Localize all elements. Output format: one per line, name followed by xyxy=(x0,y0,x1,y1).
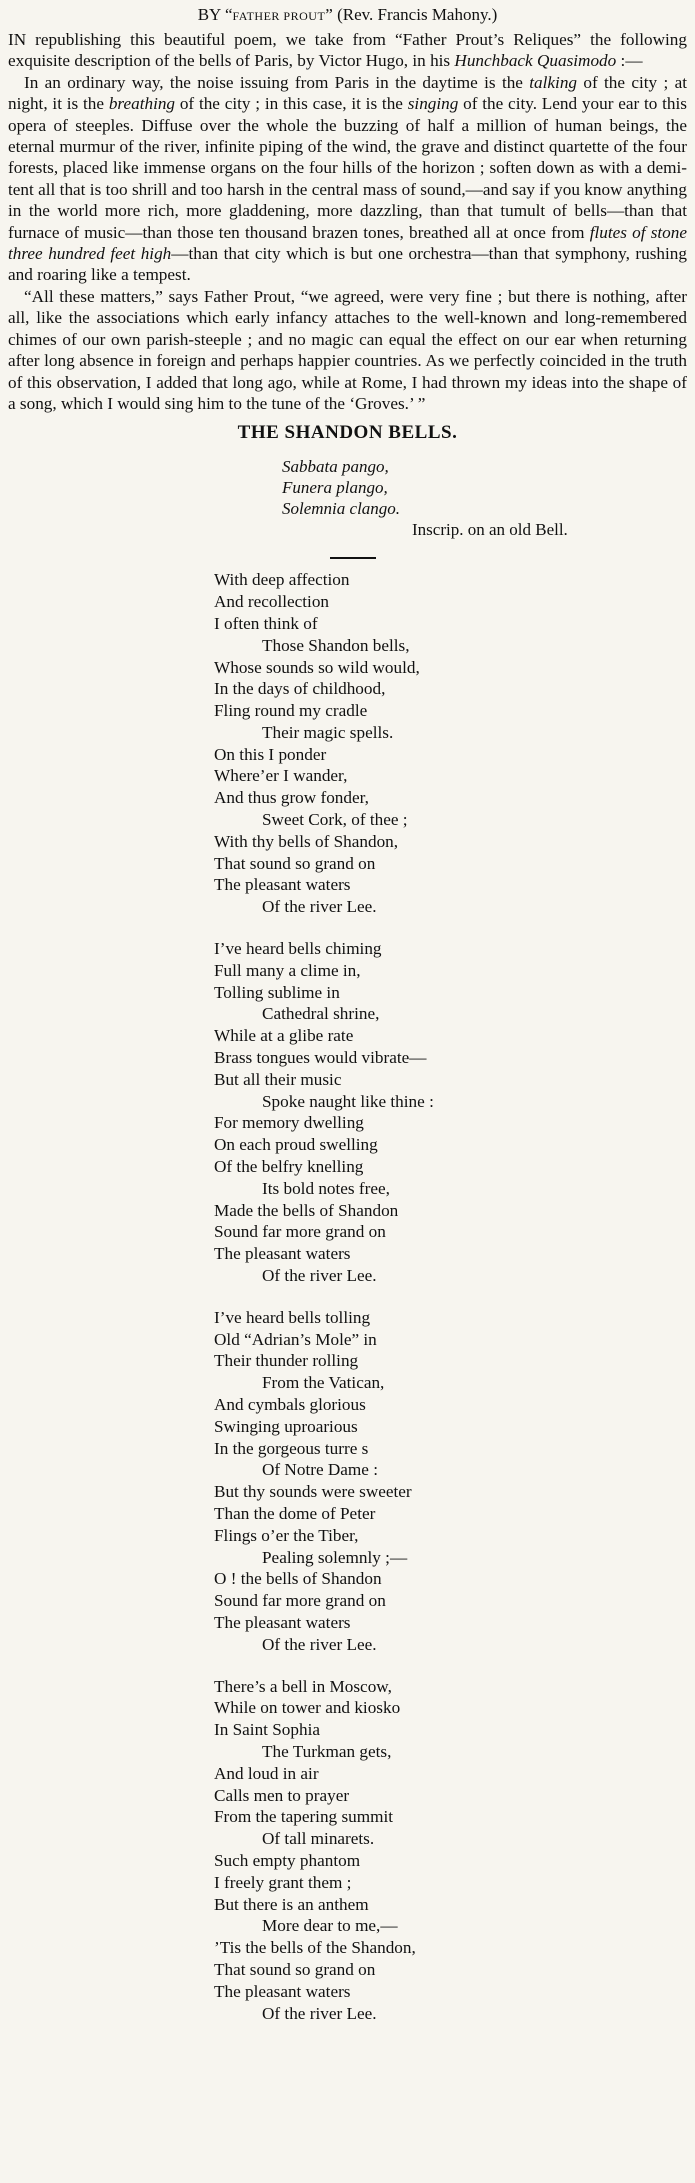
poem-line: In the days of childhood, xyxy=(214,679,386,699)
poem-line: Pealing solemnly ;— xyxy=(262,1547,408,1567)
poem-line: O ! the bells of Shandon xyxy=(214,1569,382,1589)
section-divider xyxy=(330,557,376,559)
poem-line: From the tapering summit xyxy=(214,1807,394,1827)
poem-stanza xyxy=(214,938,687,1287)
poem-line: The pleasant waters xyxy=(214,1244,351,1264)
poem-stanza xyxy=(214,569,687,918)
poem-line: Of the belfry knelling xyxy=(214,1157,364,1177)
poem-line: Sweet Cork, of thee ; xyxy=(262,810,408,830)
poem-line: Where’er I wander, xyxy=(214,766,348,786)
poem-line: ’Tis the bells of the Shandon, xyxy=(214,1938,416,1958)
italic-phrase: singing xyxy=(407,94,459,114)
poem-line: And loud in air xyxy=(214,1763,319,1783)
text-run: “All these matters,” says Father Prout, “we agreed, were very fine ; but there is nothing, after all, like the associations which early infancy attaches to the well-known and long-remembered chimes of our own parish-steeple ; and no magic can equal the effect on our ear when returning after long absence in foreign and perhaps happier countries. As we perfectly coincided in the truth of this observation, I added that long ago, while at Rome, I had thrown my ideas into the shape of a song, which I would sing him to the tune of the ‘Groves.’ ” xyxy=(8,286,687,413)
epigraph-line: Funera plango, xyxy=(282,478,388,498)
poem-line: Flings o’er the Tiber, xyxy=(214,1525,359,1545)
song-title: THE SHANDON BELLS. xyxy=(237,422,458,444)
poem-line: Fling round my cradle xyxy=(214,701,368,721)
poem-line: While at a glibe rate xyxy=(214,1026,354,1046)
epigraph-line: Solemnia clango. xyxy=(282,499,401,519)
poem-line: But thy sounds were sweeter xyxy=(214,1482,412,1502)
poem-line: With deep affection xyxy=(214,570,350,590)
byline xyxy=(8,4,687,27)
poem-line: Such empty phantom xyxy=(214,1850,361,1870)
poem-line: Its bold notes free, xyxy=(262,1178,390,1198)
poem-line: And cymbals glorious xyxy=(214,1395,366,1414)
poem-line: On each proud swelling xyxy=(214,1135,378,1155)
poem-line: That sound so grand on xyxy=(214,853,376,873)
poem-line: The pleasant waters xyxy=(214,1612,351,1632)
poem-body xyxy=(214,569,687,2024)
poem-line: And thus grow fonder, xyxy=(214,788,369,808)
poem-line: Of the river Lee. xyxy=(262,897,377,917)
poem-line: Their magic spells. xyxy=(262,722,394,742)
poem-line: Brass tongues would vibrate— xyxy=(214,1048,427,1068)
poem-line: Cathedral shrine, xyxy=(262,1004,380,1024)
poem-line: While on tower and kiosko xyxy=(214,1698,401,1718)
intro-prose xyxy=(8,29,687,414)
text-run: of the city. Lend your ear to this opera of steeples. Diffuse over the whole the buzzing of half a million of human beings, the eternal murmur of the river, infinite piping of the wind, the grave and distinct quartette of the four forests, placed like immense organs on the four hills of the horizon ; soften down as with a demi-tent all that is too shrill and too harsh in the central mass of sound,—and say if you know anything in the world more rich, more gladdening, more dazzling, than that tumult of bells—than that furnace of music—than those ten thousand brazen tones, breathed all at once from xyxy=(8,94,687,242)
text-run: of the city ; at night, it is the xyxy=(8,72,687,114)
byline-prefix: BY “ xyxy=(197,5,233,24)
poem-line: Sound far more grand on xyxy=(214,1222,386,1242)
poem-line: In Saint Sophia xyxy=(214,1720,320,1740)
poem-line: But there is an anthem xyxy=(214,1894,369,1914)
poem-line: Made the bells of Shandon xyxy=(214,1200,399,1220)
italic-phrase: flutes of stone three hundred feet high xyxy=(8,222,687,264)
epigraph xyxy=(282,456,687,519)
poem-line: Of the river Lee. xyxy=(262,1634,377,1654)
poem-line: Tolling sublime in xyxy=(214,982,340,1002)
poem-line: Than the dome of Peter xyxy=(214,1503,376,1523)
epigraph-line: Sabbata pango, xyxy=(282,457,389,477)
poem-line: Of Notre Dame : xyxy=(262,1460,378,1480)
poem-stanza xyxy=(214,1307,687,1656)
poem-line: Swinging uproarious xyxy=(214,1416,358,1436)
italic-phrase: Hunchback Quasimodo xyxy=(454,51,617,71)
poem-line: And recollection xyxy=(214,592,330,612)
poem-line: That sound so grand on xyxy=(214,1959,376,1979)
poem-line: Those Shandon bells, xyxy=(262,635,410,655)
poem-line: Old “Adrian’s Mole” in xyxy=(214,1329,377,1349)
poem-line: For memory dwelling xyxy=(214,1113,364,1133)
poem-line: Whose sounds so wild would, xyxy=(214,657,420,677)
intro-paragraph xyxy=(8,286,687,414)
poem-line: Sound far more grand on xyxy=(214,1591,386,1611)
poem-line: From the Vatican, xyxy=(262,1373,385,1393)
poem-line: Of the river Lee. xyxy=(262,2003,377,2023)
poem-line: But all their music xyxy=(214,1069,342,1089)
intro-paragraph xyxy=(8,72,687,286)
poem-stanza xyxy=(214,1676,687,2025)
poem-line: I’ve heard bells chiming xyxy=(214,939,382,959)
poem-line: More dear to me,— xyxy=(262,1916,398,1936)
poem-line: On this I ponder xyxy=(214,744,327,764)
poem-line: I freely grant them ; xyxy=(214,1872,352,1892)
poem-line: In the gorgeous turre s xyxy=(214,1438,369,1458)
text-run: of the city ; in this case, it is the xyxy=(175,94,408,114)
text-run: :— xyxy=(616,51,643,71)
epigraph-attribution: Inscrip. on an old Bell. xyxy=(412,520,568,540)
italic-phrase: talking xyxy=(529,72,578,92)
poem-line: I often think of xyxy=(214,613,318,633)
text-run: IN republishing this beautiful poem, we take from “Father Prout’s Reliques” the following exquisite description of the bells of Paris, by Victor Hugo, in his xyxy=(8,30,687,71)
poem-line: The Turkman gets, xyxy=(262,1741,392,1761)
byline-author-pseudonym: FATHER PROUT xyxy=(232,9,326,23)
poem-line: The pleasant waters xyxy=(214,1981,351,2001)
intro-paragraph xyxy=(8,29,687,72)
poem-line: With thy bells of Shandon, xyxy=(214,831,399,851)
poem-line: The pleasant waters xyxy=(214,875,351,895)
poem-line: Full many a clime in, xyxy=(214,960,361,980)
italic-phrase: breathing xyxy=(108,94,176,114)
text-run: —than that city which is but one orchestra—than that symphony, rushing and roaring like a tempest. xyxy=(8,244,687,285)
poem-line: Spoke naught like thine : xyxy=(262,1091,434,1111)
poem-line: Their thunder rolling xyxy=(214,1351,359,1371)
poem-line: Calls men to prayer xyxy=(214,1785,350,1805)
poem-line: Of the river Lee. xyxy=(262,1266,377,1286)
poem-line: I’ve heard bells tolling xyxy=(214,1307,371,1327)
text-run: In an ordinary way, the noise issuing from Paris in the daytime is the xyxy=(24,72,530,92)
poem-line: There’s a bell in Moscow, xyxy=(214,1676,392,1696)
poem-line: Of tall minarets. xyxy=(262,1829,375,1849)
byline-suffix: ” (Rev. Francis Mahony.) xyxy=(325,5,498,24)
